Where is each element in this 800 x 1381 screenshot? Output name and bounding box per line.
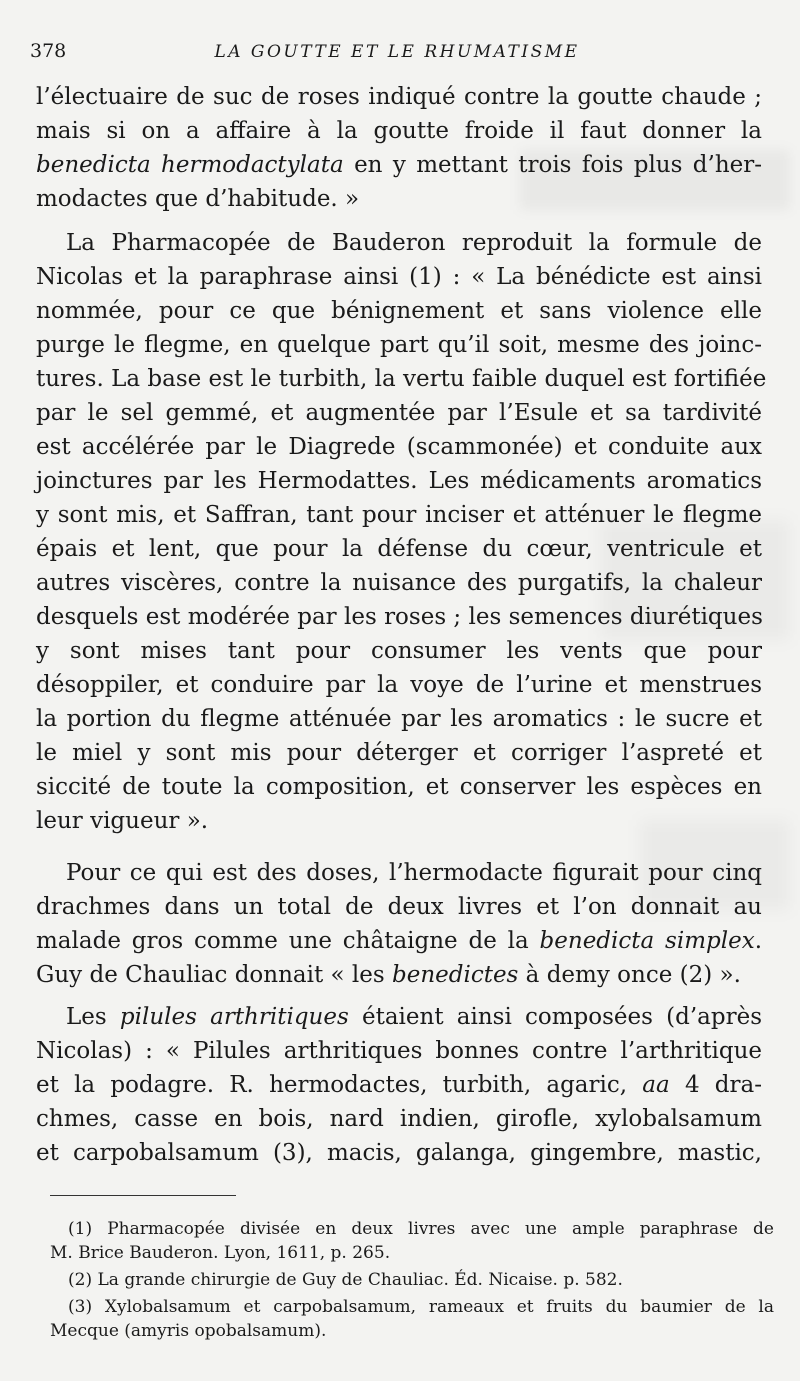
body-line: desquels est modérée par les roses ; les semences diurétiques bbox=[36, 604, 763, 630]
body-line: modactes que d’habitude. » bbox=[36, 186, 360, 212]
body-line: siccité de toute la composition, et conserver les espèces en bbox=[36, 774, 762, 800]
footnote: M. Brice Bauderon. Lyon, 1611, p. 265. bbox=[50, 1243, 391, 1263]
running-title: LA GOUTTE ET LE RHUMATISME bbox=[214, 42, 580, 62]
body-line: y sont mis, et Saffran, tant pour inciser et atténuer le flegme bbox=[36, 502, 762, 528]
body-line: mais si on a affaire à la goutte froide il faut donner la bbox=[36, 118, 762, 144]
footnote: (3) Xylobalsamum et carpobalsamum, rameaux et fruits du baumier de la bbox=[68, 1297, 774, 1317]
body-line: par le sel gemmé, et augmentée par l’Esule et sa tardivité bbox=[36, 400, 762, 426]
body-line: drachmes dans un total de deux livres et l’on donnait au bbox=[36, 894, 762, 920]
footnote: (1) Pharmacopée divisée en deux livres avec une ample paraphrase de bbox=[68, 1219, 774, 1239]
body-line: l’électuaire de suc de roses indiqué contre la goutte chaude ; bbox=[36, 84, 762, 110]
body-line: tures. La base est le turbith, la vertu faible duquel est fortifiée bbox=[36, 366, 767, 392]
body-line: Nicolas) : « Pilules arthritiques bonnes contre l’arthritique bbox=[36, 1038, 762, 1064]
body-line: La Pharmacopée de Bauderon reproduit la formule de bbox=[66, 230, 762, 256]
footnote: Mecque (amyris opobalsamum). bbox=[50, 1321, 327, 1341]
body-line: autres viscères, contre la nuisance des purgatifs, la chaleur bbox=[36, 570, 762, 596]
body-line: épais et lent, que pour la défense du cœur, ventricule et bbox=[36, 536, 762, 562]
body-line: la portion du flegme atténuée par les aromatics : le sucre et bbox=[36, 706, 762, 732]
body-line: est accélérée par le Diagrede (scammonée) et conduite aux bbox=[36, 434, 762, 460]
body-line: benedicta hermodactylata en y mettant trois fois plus d’her- bbox=[36, 152, 763, 178]
footnote-rule bbox=[50, 1195, 236, 1196]
body-line: et la podagre. R. hermodactes, turbith, agaric, aa 4 dra- bbox=[36, 1072, 762, 1098]
body-line: chmes, casse en bois, nard indien, girofle, xylobalsamum bbox=[36, 1106, 762, 1132]
footnote: (2) La grande chirurgie de Guy de Chauliac. Éd. Nicaise. p. 582. bbox=[68, 1270, 623, 1290]
body-line: y sont mises tant pour consumer les vents que pour bbox=[36, 638, 762, 664]
body-line: leur vigueur ». bbox=[36, 808, 209, 834]
body-line: Les pilules arthritiques étaient ainsi composées (d’après bbox=[66, 1004, 762, 1030]
body-line: joinctures par les Hermodattes. Les médicaments aromatics bbox=[36, 468, 762, 494]
body-line: Guy de Chauliac donnait « les benedictes à demy once (2) ». bbox=[36, 962, 741, 988]
body-line: et carpobalsamum (3), macis, galanga, gingembre, mastic, bbox=[36, 1140, 762, 1166]
body-line: le miel y sont mis pour déterger et corriger l’aspreté et bbox=[36, 740, 762, 766]
body-line: Nicolas et la paraphrase ainsi (1) : « La bénédicte est ainsi bbox=[36, 264, 762, 290]
body-line: purge le flegme, en quelque part qu’il soit, mesme des joinc- bbox=[36, 332, 762, 358]
body-line: nommée, pour ce que bénignement et sans violence elle bbox=[36, 298, 762, 324]
body-line: désoppiler, et conduire par la voye de l’urine et menstrues bbox=[36, 672, 762, 698]
body-line: Pour ce qui est des doses, l’hermodacte figurait pour cinq bbox=[66, 860, 762, 886]
page-header bbox=[30, 40, 764, 66]
page-number: 378 bbox=[30, 40, 67, 62]
body-line: malade gros comme une châtaigne de la benedicta simplex. bbox=[36, 928, 762, 954]
